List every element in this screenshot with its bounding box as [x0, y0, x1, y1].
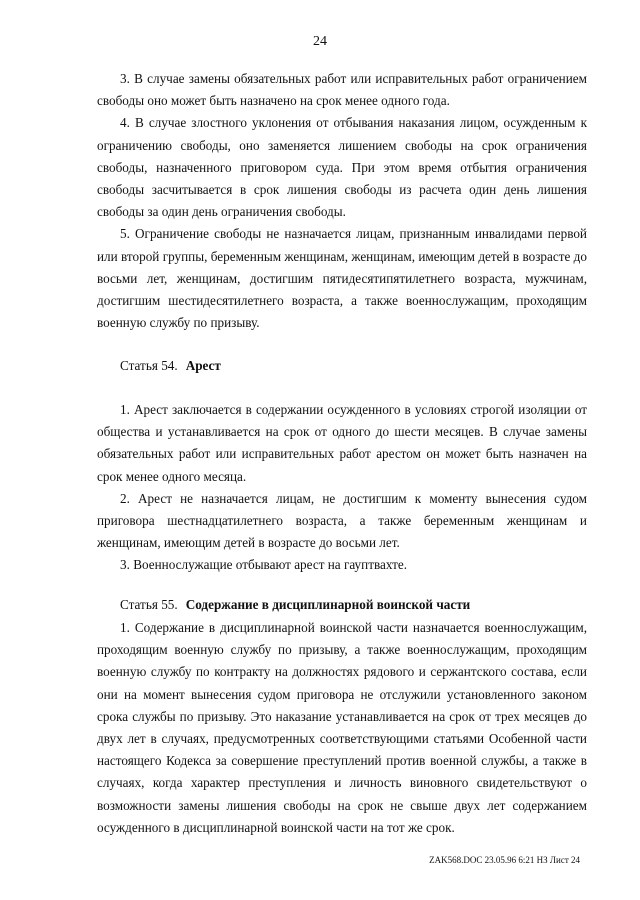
- article-label: Статья 55.: [120, 597, 178, 612]
- article-53-continuation: [97, 68, 587, 334]
- article-55-heading: [120, 594, 470, 616]
- article-54-heading: [120, 355, 221, 377]
- paragraph: 1. Содержание в дисциплинарной воинской части назначается военнослужащим, проходящим военную службу по призыву, а также военнослужащим, проходящим военную службу по контракту на должностях рядового и сержантского состава, если они на момент вынесения судом приговора не отслужили установленного законом срока службы по призыву. Это наказание устанавливается на срок от трех месяцев до двух лет в случаях, предусмотренных соответствующими статьями Особенной части настоящего Кодекса за совершение преступлений против военной службы, а также в случаях, когда характер преступления и личность виновного свидетельствуют о возможности замены лишения свободы на срок не свыше двух лет содержанием осужденного в дисциплинарной воинской части на тот же срок.: [97, 620, 587, 835]
- paragraph: 5. Ограничение свободы не назначается лицам, признанным инвалидами первой или второй группы, беременным женщинам, женщинам, имеющим детей в возрасте до восьми лет, женщинам, достигшим пятидесятипятилетнего возраста, мужчинам, достигшим шестидесятилетнего возраста, а также военнослужащим, проходящим военную службу по призыву.: [97, 226, 587, 331]
- paragraph: 3. В случае замены обязательных работ или исправительных работ ограничением свободы оно может быть назначено на срок менее одного года.: [97, 71, 587, 109]
- paragraph: 4. В случае злостного уклонения от отбывания наказания лицом, осужденным к ограничению свободы, оно заменяется лишением свободы на срок ограничения свободы, назначенного приговором суда. При этом время отбытия ограничения свободы засчитывается в срок лишения свободы из расчета один день лишения свободы за один день ограничения свободы.: [97, 115, 587, 220]
- article-54-body: [97, 399, 587, 577]
- page-number: 24: [313, 34, 327, 49]
- article-title: Содержание в дисциплинарной воинской части: [185, 597, 471, 612]
- paragraph: 2. Арест не назначается лицам, не достигшим к моменту вынесения судом приговора шестнадцатилетнего возраста, а также беременным женщинам и женщинам, имеющим детей в возрасте до восьми лет.: [97, 490, 587, 551]
- paragraph: 1. Арест заключается в содержании осужденного в условиях строгой изоляции от общества и устанавливается на срок от одного до шести месяцев. В случае замены обязательных работ или исправительных работ арестом он может быть назначен на срок менее одного месяца.: [97, 402, 587, 484]
- article-label: Статья 54.: [120, 358, 178, 373]
- paragraph: 3. Военнослужащие отбывают арест на гауптвахте.: [120, 557, 408, 573]
- article-title: Арест: [185, 358, 221, 373]
- document-footer: ZAK568.DOC 23.05.96 6:21 НЗ Лист 24: [429, 855, 580, 865]
- article-55-body: [97, 617, 587, 839]
